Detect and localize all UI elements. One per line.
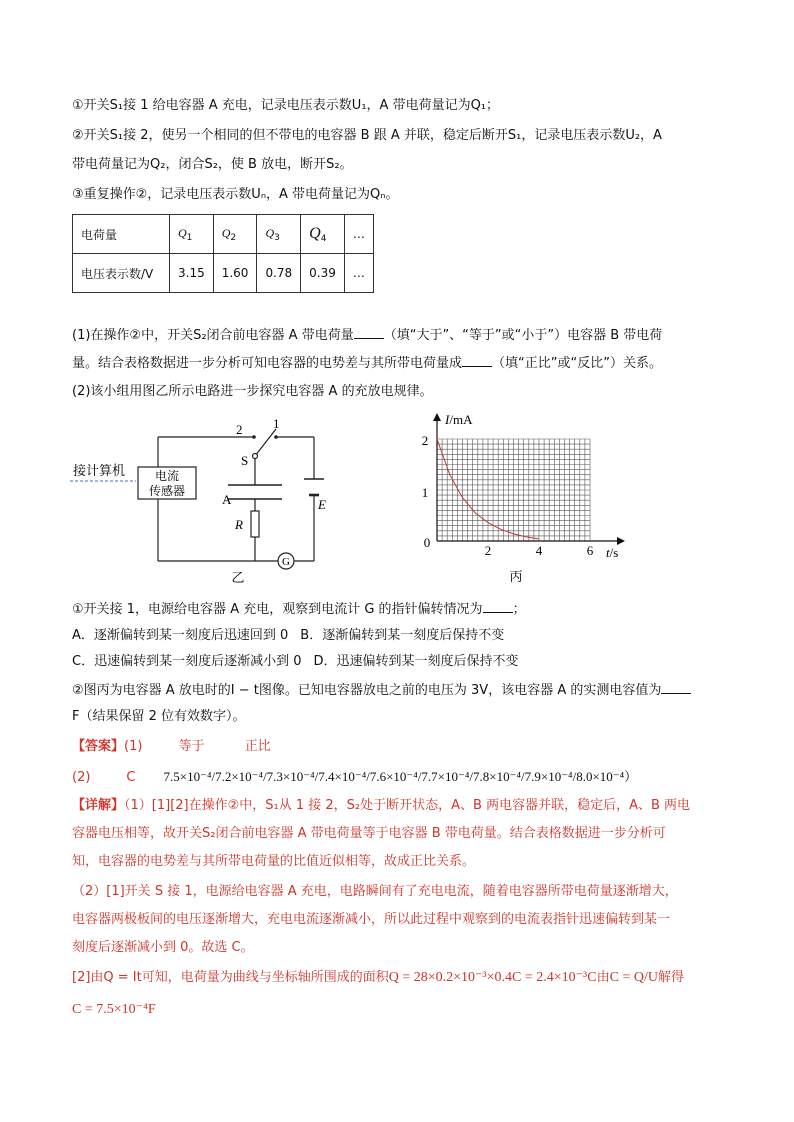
question-2-2-line1: ②图丙为电容器 A 放电时的I − t图像。已知电容器放电之前的电压为 3V，该电容器 A 的实测电容值为 xyxy=(72,681,691,701)
graph-grid xyxy=(437,439,590,541)
answer-blank xyxy=(354,326,384,339)
question-2-intro: (2)该小组用图乙所示电路进一步探究电容器 A 的充放电规律。 xyxy=(72,384,433,399)
y-axis-label: I/mA xyxy=(445,412,473,427)
option-b: B．逐渐偏转到某一刻度后保持不变 xyxy=(300,628,505,643)
question-1-line2: 量。结合表格数据进一步分析可知电容器的电势差与其所带电荷量成 （填“正比”或“反比”）关系。 xyxy=(72,356,662,371)
table-cell: … xyxy=(344,254,373,293)
x-tick-label: 6 xyxy=(586,543,594,558)
x-tick-label: 4 xyxy=(535,543,543,558)
detail-3-line1: [2]由Q = It可知，电荷量为曲线与坐标轴所围成的面积Q = 28×0.2×10⁻³×0.4C = 2.4×10⁻³C由C = Q/U解得 xyxy=(72,970,684,985)
question-1-line1: (1)在操作②中，开关S₂闭合前电容器 A 带电荷量 （填“大于”、“等于”或“小于”）电容器 B 带电荷 xyxy=(72,328,663,343)
label-capacitor: A xyxy=(222,492,232,507)
detail-2-line3: 刻度后逐渐减小到 0。故选 C。 xyxy=(72,940,254,955)
origin-label: 0 xyxy=(423,535,431,550)
table-cell: $Q_4$ xyxy=(301,215,345,254)
answer-blank xyxy=(462,354,492,367)
label-terminal-1: 1 xyxy=(273,416,280,431)
label-computer: 接计算机 xyxy=(73,463,126,478)
circuit-diagram xyxy=(70,415,340,590)
table-cell: 电压表示数/V xyxy=(73,254,170,293)
y-axis-arrow-icon xyxy=(433,413,441,421)
table-row xyxy=(73,254,374,293)
options-cd xyxy=(72,652,519,672)
operation-2-line2: 带电荷量记为Q₂，闭合S₂，使 B 放电，断开S₂。 xyxy=(72,157,353,172)
table-cell: 0.39 xyxy=(301,254,345,293)
detail-2-line1: （2）[1]开关 S 接 1，电源给电容器 A 充电，电路瞬间有了充电电流，随着电容器所带电荷量逐渐增大， xyxy=(72,884,678,899)
y-tick-label: 2 xyxy=(421,433,429,448)
option-a: A．逐渐偏转到某一刻度后迅速回到 0 xyxy=(72,628,289,643)
table-row xyxy=(73,215,374,254)
detail-2-line2: 电容器两极板间的电压逐渐增大，充电电流逐渐减小，所以此过程中观察到的电流表指针迅速偏转到某一 xyxy=(72,912,671,927)
answer-blank xyxy=(483,600,513,613)
operation-2-line1: ②开关S₁接 2，使另一个相同的但不带电的电容器 B 跟 A 并联，稳定后断开S₁，记录电压表示数U₂，A xyxy=(72,128,662,143)
x-tick-label: 2 xyxy=(484,543,492,558)
detail-1-line3: 知，电容器的电势差与其所带电荷量的比值近似相等，故成正比关系。 xyxy=(72,854,476,869)
label-terminal-2: 2 xyxy=(236,422,243,437)
label-sensor-2: 传感器 xyxy=(148,484,186,498)
label-switch: S xyxy=(241,453,249,468)
switch-contact-1 xyxy=(274,435,278,439)
graph-caption: 丙 xyxy=(509,569,523,584)
label-sensor-1: 电流 xyxy=(154,469,180,483)
switch-pivot xyxy=(253,454,258,459)
detail-1-line1: 【详解】（1）[1][2]在操作②中，S₁从 1 接 2，S₂处于断开状态，A、B 两电容器并联，稳定后，A、B 两电 xyxy=(72,798,691,813)
label-emf: E xyxy=(318,497,326,512)
x-axis-label: t/s xyxy=(606,545,619,560)
table-cell: 1.60 xyxy=(213,254,257,293)
answer-2-1: C xyxy=(126,770,136,785)
table-cell: $Q_3$ xyxy=(257,215,301,254)
question-2-2-line2: F（结果保留 2 位有效数字）。 xyxy=(72,709,246,724)
answer-1-1: 等于 xyxy=(178,739,205,754)
option-d: D．迅速偏转到某一刻度后保持不变 xyxy=(313,654,519,669)
detail-1-line2: 容器电压相等，故开关S₂闭合前电容器 A 带电荷量等于电容器 B 带电荷量。结合表格数据进一步分析可 xyxy=(72,826,666,841)
label-resistor: R xyxy=(235,517,243,532)
operation-3: ③重复操作②，记录电压表示数Uₙ，A 带电荷量记为Qₙ。 xyxy=(72,187,399,202)
answer-line-2: (2) C 7.5×10⁻⁴/7.2×10⁻⁴/7.3×10⁻⁴/7.4×10⁻⁴/7.6×10⁻⁴/7.7×10⁻⁴/7.8×10⁻⁴/7.9×10⁻⁴/8.0×10⁻⁴） xyxy=(72,769,638,785)
table-cell: $Q_1$ xyxy=(170,215,214,254)
question-2-1: ①开关接 1，电源给电容器 A 充电，观察到电流计 G 的指针偏转情况为 ； xyxy=(72,602,526,617)
table-cell: 3.15 xyxy=(170,254,214,293)
table-cell: 0.78 xyxy=(257,254,301,293)
current-time-graph xyxy=(415,405,630,587)
table-cell: 电荷量 xyxy=(73,215,170,254)
answer-1-2: 正比 xyxy=(244,739,271,754)
answer-line-1: 【答案】(1) 等于 正比 xyxy=(72,739,271,754)
x-axis-arrow-icon xyxy=(617,537,625,545)
data-table xyxy=(72,214,374,293)
circuit-caption: 乙 xyxy=(231,570,245,585)
answer-tag: 【答案】 xyxy=(72,739,125,754)
option-c: C．迅速偏转到某一刻度后逐渐减小到 0 xyxy=(72,654,302,669)
options-ab xyxy=(72,626,504,646)
answer-blank xyxy=(661,681,691,694)
detail-tag: 【详解】 xyxy=(72,798,125,813)
switch-contact-2 xyxy=(252,435,256,439)
operation-1: ①开关S₁接 1 给电容器 A 充电，记录电压表示数U₁，A 带电荷量记为Q₁； xyxy=(72,98,500,113)
answer-2-2: 7.5×10⁻⁴/7.2×10⁻⁴/7.3×10⁻⁴/7.4×10⁻⁴/7.6×10⁻⁴/7.7×10⁻⁴/7.8×10⁻⁴/7.9×10⁻⁴/8.0×10⁻⁴） xyxy=(163,769,638,784)
table-cell: … xyxy=(344,215,373,254)
table-cell: $Q_2$ xyxy=(213,215,257,254)
detail-3-line2: C = 7.5×10⁻⁴F xyxy=(72,1002,156,1017)
galvanometer-label: G xyxy=(282,556,290,568)
y-tick-label: 1 xyxy=(421,485,429,500)
